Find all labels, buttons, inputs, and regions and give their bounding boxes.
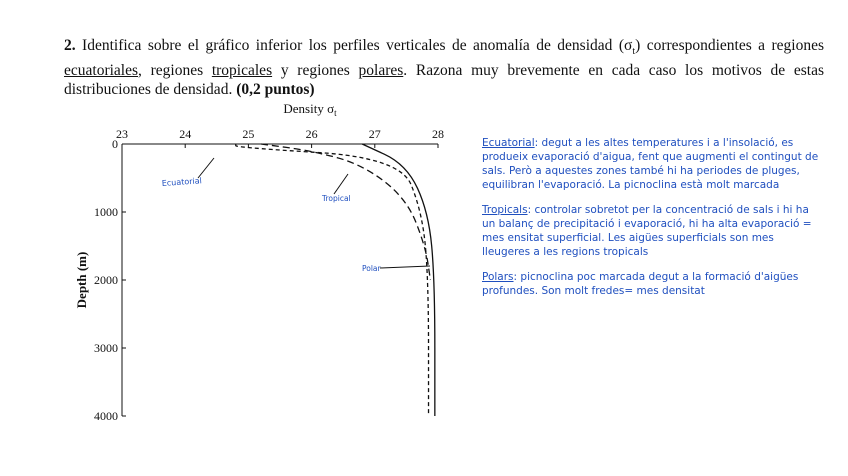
chart-annotations [162, 158, 430, 273]
annotation-tropical: Tropical [322, 194, 351, 203]
chart-title-sub: t [334, 108, 337, 118]
note-ecuatorial [482, 136, 822, 192]
underlined-ecuatoriales: ecuatoriales [64, 62, 139, 80]
curve-ecuatorial [236, 144, 429, 416]
question-part: y regiones [272, 62, 359, 80]
note-polar-body: : picnoclina poc marcada degut a la formació d'aigües profundes. Son molt fredes= mes densitat [482, 271, 799, 297]
question-part: , regiones [138, 62, 212, 80]
underlined-polares: polares [358, 62, 404, 80]
question-number: 2. [64, 37, 76, 54]
curve-tropical [261, 144, 430, 280]
arrow-tropical [334, 174, 348, 194]
arrow-ecuatorial [198, 158, 214, 178]
note-polar [482, 270, 822, 298]
chart-ticks [94, 127, 444, 423]
curve-polar [362, 144, 435, 416]
question-part: Identifica sobre el gráfico inferior los perfiles verticales de anomalía de densidad (σ [75, 37, 633, 54]
annotation-ecuatorial: Ecuatorial [161, 176, 203, 188]
note-polar-heading: Polars [482, 271, 514, 283]
x-tick-label: 23 [116, 127, 128, 141]
x-tick-label: 27 [368, 127, 381, 141]
underlined-tropicales: tropicales [211, 62, 273, 80]
arrow-polar [380, 266, 430, 268]
y-axis-label: Depth (m) [74, 251, 89, 309]
y-tick-label: 3000 [94, 341, 118, 355]
y-tick-label: 4000 [94, 409, 118, 423]
x-tick-label: 25 [242, 127, 255, 141]
chart-title-text: Density σ [283, 101, 335, 116]
x-tick-label: 24 [179, 127, 192, 141]
note-ecuatorial-body: : degut a les altes temperatures i a l'insolació, es produeix evaporació d'aigua, fent que augmenti el contingut de sals. Però a aquestes zones també hi ha periodes de pluges, equilibran l'evaporació. La picnoclina està molt marcada [482, 137, 819, 191]
question-part: . Razona muy brevemente en cada caso los motivos de estas distribuciones de densidad. [64, 62, 824, 99]
note-tropical-body: : controlar sobretot per la concentració de sals i hi ha un balanç de precipitació i evaporació, hi ha alta evaporació = mes ensitat superficial. Les aigües superficials son mes lleugeres a les regions tropicals [482, 204, 812, 258]
x-tick-label: 26 [305, 127, 318, 141]
chart-curves [236, 144, 435, 416]
question-part: ) correspondientes a regiones [635, 37, 824, 54]
y-tick-label: 2000 [94, 273, 118, 287]
x-tick-label: 28 [432, 127, 444, 141]
note-tropical [482, 203, 822, 259]
handwritten-notes [482, 136, 822, 309]
note-ecuatorial-heading: Ecuatorial [482, 137, 535, 149]
y-tick-label: 0 [112, 137, 118, 151]
chart-title [283, 101, 337, 118]
annotation-polar: Polar [362, 264, 381, 273]
question-points: (0,2 puntos) [236, 81, 315, 99]
y-tick-label: 1000 [94, 205, 118, 219]
question-sub: t [632, 46, 636, 58]
note-tropical-heading: Tropicals [482, 204, 528, 216]
